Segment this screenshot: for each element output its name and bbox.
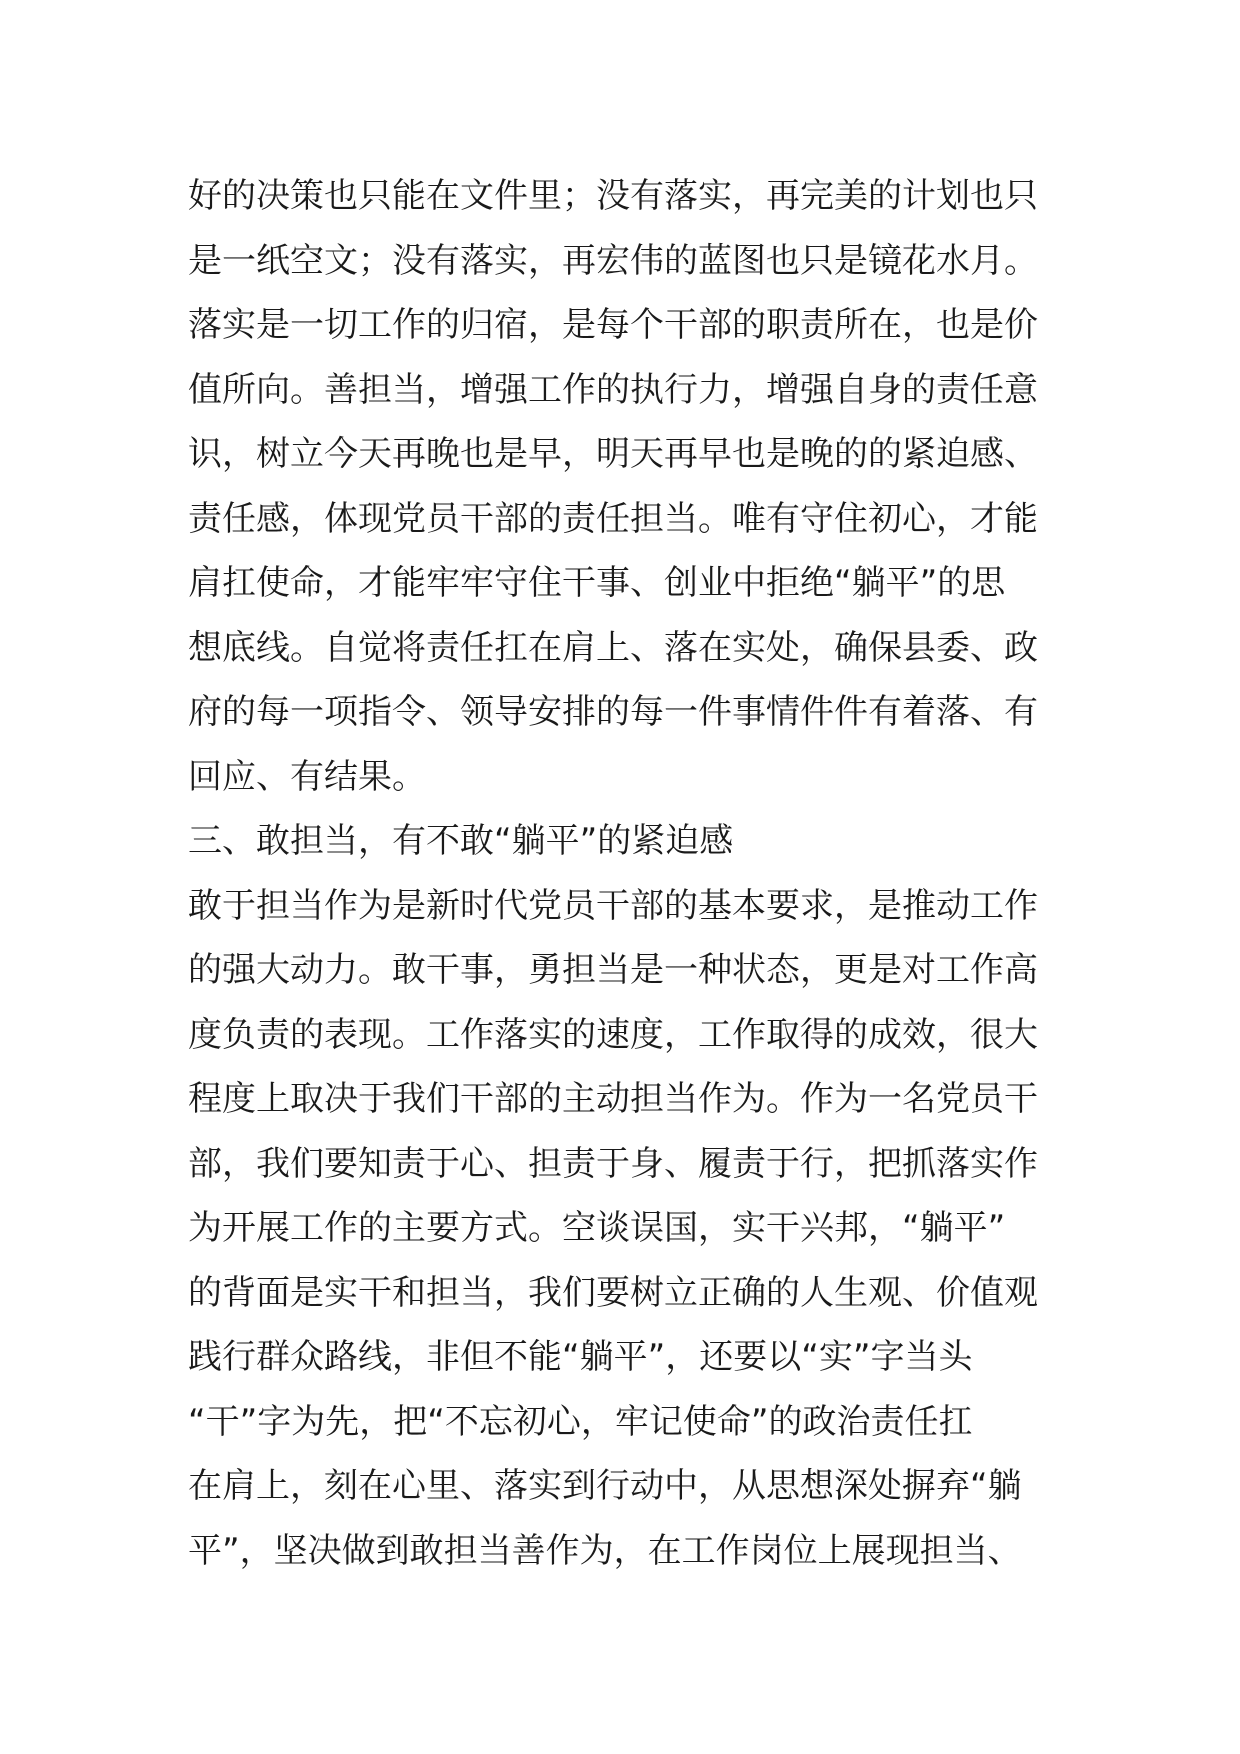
document-body [188,164,1060,1583]
text-line: 值所向。善担当，增强工作的执行力，增强自身的责任意 [188,369,1038,410]
text-line: 在肩上，刻在心里、落实到行动中，从思想深处摒弃“躺 [188,1466,1022,1506]
text-line: 责任感，体现党员干部的责任担当。唯有守住初心，才能 [188,498,1038,539]
text-line: “干”字为先，把“不忘初心，牢记使命”的政治责任扛 [188,1401,973,1442]
text-line: 好的决策也只能在文件里；没有落实，再完美的计划也只 [188,176,1038,216]
text-line: 是一纸空文；没有落实，再宏伟的蓝图也只是镜花水月。 [188,240,1038,281]
text-line: 府的每一项指令、领导安排的每一件事情件件有着落、有 [188,692,1038,732]
section-heading: 三、敢担当，有不敢“躺平”的紧迫感 [188,821,734,861]
text-line: 想底线。自觉将责任扛在肩上、落在实处，确保县委、政 [188,627,1038,668]
text-line: 肩扛使命，才能牢牢守住干事、创业中拒绝“躺平”的思 [188,563,1006,603]
text-line: 程度上取决于我们干部的主动担当作为。作为一名党员干 [188,1079,1038,1119]
text-line: 度负责的表现。工作落实的速度，工作取得的成效，很大 [188,1014,1038,1055]
text-line: 落实是一切工作的归宿，是每个干部的职责所在，也是价 [188,305,1038,345]
text-line: 回应、有结果。 [188,756,426,797]
text-line: 践行群众路线，非但不能“躺平”，还要以“实”字当头 [188,1337,973,1377]
text-line: 的背面是实干和担当，我们要树立正确的人生观、价值观 [188,1272,1038,1313]
text-line: 部，我们要知责于心、担责于身、履责于行，把抓落实作 [188,1143,1038,1184]
text-line: 识，树立今天再晚也是早，明天再早也是晚的的紧迫感、 [188,434,1038,474]
text-line: 平”，坚决做到敢担当善作为，在工作岗位上展现担当、 [188,1530,1022,1571]
text-line: 敢于担当作为是新时代党员干部的基本要求，是推动工作 [188,885,1038,926]
text-line: 的强大动力。敢干事，勇担当是一种状态，更是对工作高 [188,950,1038,990]
text-line: 为开展工作的主要方式。空谈误国，实干兴邦，“躺平” [188,1208,1006,1248]
